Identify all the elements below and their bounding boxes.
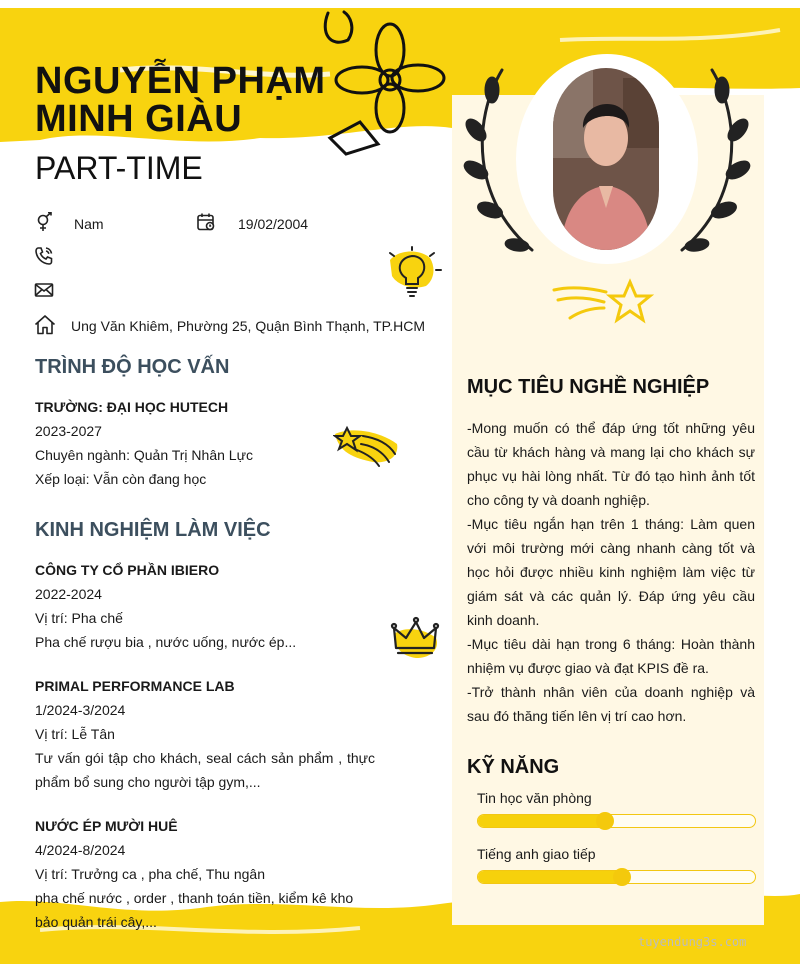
objective-paragraph-3: -Mục tiêu dài hạn trong 6 tháng: Hoàn thành nhiệm vụ được giao và đạt KPIS đề ra. [467,636,755,676]
skill-2-label: Tiếng anh giao tiếp [477,846,596,862]
job-1-company: CÔNG TY CỔ PHẦN IBIERO [35,562,220,578]
experience-section-title: KINH NGHIỆM LÀM VIỆC [35,519,271,541]
name-line-1: NGUYỄN PHẠM [35,60,326,102]
skill-2-bar-fill [478,871,622,883]
home-icon [34,314,56,336]
birthdate-value: 19/02/2004 [238,216,309,232]
education-major: Chuyên ngành: Quản Trị Nhân Lực [35,447,253,463]
job-1-role: Vị trí: Pha chế [35,610,123,626]
skill-1-bar-fill [478,815,605,827]
name-line-2: MINH GIÀU [35,98,243,140]
job-3-role: Vị trí: Trưởng ca , pha chế, Thu ngân [35,866,265,882]
skill-1-bar-knob [596,812,614,830]
job-3-description: pha chế nước , order , thanh toán tiền, kiểm kê kho bảo quản trái cây,... [35,890,354,930]
objective-paragraph-1: -Mong muốn có thể đáp ứng tốt những yêu cầu từ khách hàng và mang lại cho khách sự phục vụ hài lòng nhất. Từ đó tạo hình ảnh tốt cho công ty và doanh nghiệp. [467,420,755,508]
shooting-star-doodle-icon [333,424,401,470]
objective-text [467,416,755,728]
skills-section-title: KỸ NĂNG [467,756,560,778]
gender-value: Nam [74,216,104,232]
address-value: Ung Văn Khiêm, Phường 25, Quận Bình Thạnh, TP.HCM [71,318,425,334]
education-section-title: TRÌNH ĐỘ HỌC VẤN [35,356,230,378]
job-1-description: Pha chế rượu bia , nước uống, nước ép... [35,634,297,650]
education-grade: Xếp loại: Vẫn còn đang học [35,471,207,487]
phone-icon [34,246,54,266]
job-2-company: PRIMAL PERFORMANCE LAB [35,678,235,694]
star-doodle-icon [550,278,654,328]
objective-paragraph-4: -Trở thành nhân viên của doanh nghiệp và sau đó thăng tiến lên vị trí cao hơn. [467,684,755,724]
lightbulb-doodle-icon [386,246,446,304]
skill-1-label: Tin học văn phòng [477,790,592,806]
gender-icon [34,212,54,232]
avatar-photo [553,68,659,250]
job-2-period: 1/2024-3/2024 [35,702,126,718]
flower-doodle-icon [320,8,450,158]
job-1-period: 2022-2024 [35,586,102,602]
objective-section-title: MỤC TIÊU NGHỀ NGHIỆP [467,376,710,398]
job-2-description: Tư vấn gói tập cho khách, seal cách sản phẩm , thực phẩm bổ sung cho người tập gym,... [35,750,375,790]
position-title: PART-TIME [35,150,203,186]
job-2-role: Vị trí: Lễ Tân [35,726,115,742]
education-school: TRƯỜNG: ĐẠI HỌC HUTECH [35,399,229,415]
email-icon [34,280,54,300]
job-3-period: 4/2024-8/2024 [35,842,126,858]
calendar-icon [196,212,216,232]
skill-2-bar-knob [613,868,631,886]
job-3-company: NƯỚC ÉP MƯỜI HUÊ [35,818,178,834]
objective-paragraph-2: -Mục tiêu ngắn hạn trên 1 tháng: Làm quen với môi trường mới càng nhanh càng tốt và học hỏi được nhiều kinh nghiệm làm việc từ giám sát và các quản lý. Đáp ứng yêu cầu kinh doanh. [467,516,755,628]
watermark: tuyendung3s.com [638,935,747,949]
skill-1-bar [477,814,756,828]
crown-doodle-icon [390,616,442,662]
candidate-name [35,62,326,138]
skill-2-bar [477,870,756,884]
education-years: 2023-2027 [35,423,102,439]
